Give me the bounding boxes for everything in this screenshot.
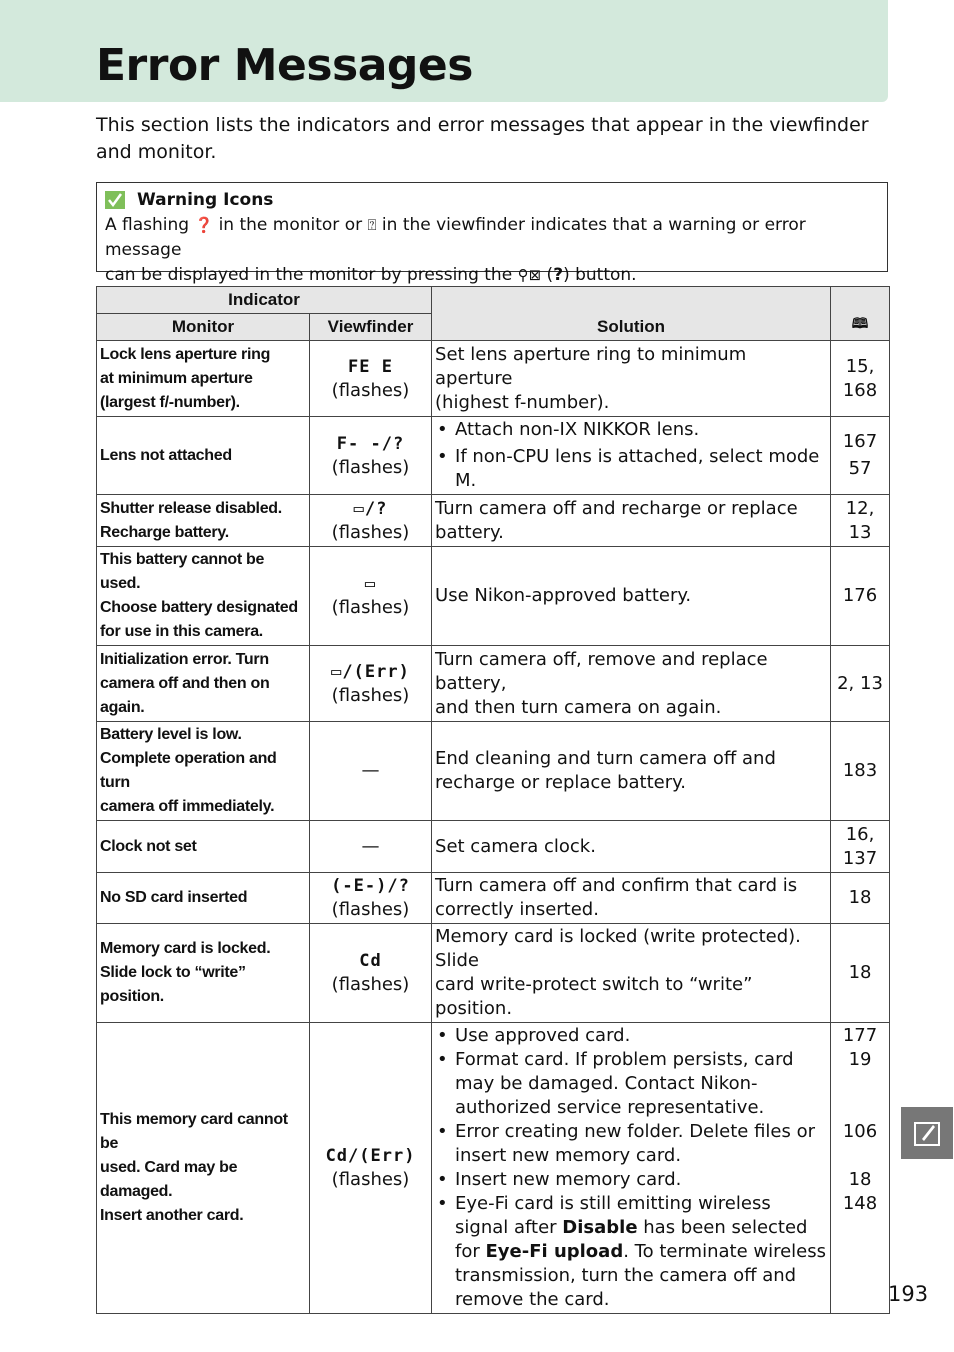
- monitor-line: Choose battery designated: [100, 599, 298, 616]
- solution-line: Turn camera off, remove and replace battery,: [435, 648, 768, 694]
- monitor-message: [97, 495, 310, 547]
- page-number: 193: [888, 1282, 929, 1306]
- page-number-ref: 15,: [845, 355, 875, 377]
- monitor-message: [97, 1023, 310, 1314]
- solution-line: correctly inserted.: [435, 899, 599, 920]
- solution-cell: [432, 646, 831, 722]
- monitor-line: at minimum aperture: [100, 369, 253, 387]
- viewfinder-note: (flashes): [331, 379, 410, 401]
- viewfinder-indicator: [310, 646, 432, 722]
- book-icon: 🕮: [851, 315, 869, 331]
- solution-line: Use Nikon-approved battery.: [435, 585, 692, 606]
- page-number-ref: [834, 1144, 886, 1168]
- viewfinder-indicator: [310, 873, 432, 924]
- viewfinder-code: ▭: [364, 574, 377, 594]
- monitor-message: [97, 821, 310, 873]
- list-item-text: Use approved card.: [455, 1025, 631, 1046]
- monitor-line: used. Card may be damaged.: [100, 1159, 238, 1200]
- monitor-line: Insert another card.: [100, 1207, 244, 1224]
- page-number-ref: 16,: [845, 823, 875, 845]
- page-reference: [831, 821, 890, 873]
- page-reference: [831, 924, 890, 1023]
- troubleshooting-icon: [913, 1119, 941, 1147]
- list-item: [455, 1120, 827, 1168]
- viewfinder-indicator: [310, 495, 432, 547]
- monitor-line: Recharge battery.: [100, 523, 229, 541]
- viewfinder-note: (flashes): [331, 456, 410, 478]
- list-item-text: . To terminate wireless transmission, turn the camera off and remove the card.: [455, 1241, 827, 1310]
- page-number-ref: [834, 1072, 886, 1096]
- solution-cell: [432, 417, 831, 495]
- viewfinder-indicator: [310, 821, 432, 873]
- viewfinder-code: (-E-)/?: [331, 876, 410, 896]
- solution-cell: [432, 495, 831, 547]
- viewfinder-code: ▭/(Err): [331, 661, 410, 682]
- page-reference: [831, 1023, 890, 1314]
- monitor-line: Initialization error. Turn: [100, 650, 269, 668]
- page-number-ref: 176: [842, 585, 878, 606]
- solution-cell: [432, 547, 831, 646]
- solution-cell: [432, 821, 831, 873]
- page-reference: [831, 646, 890, 722]
- page-number-ref: 18: [848, 887, 872, 908]
- monitor-line: Battery level is low.: [100, 726, 242, 743]
- page-reference: [831, 722, 890, 821]
- solution-cell: [432, 873, 831, 924]
- viewfinder-note: (flashes): [331, 899, 410, 920]
- solution-list: [435, 1024, 827, 1312]
- help-symbol: ?: [553, 265, 564, 285]
- list-item-text: Eye-Fi card is still emitting wireless signal after: [455, 1193, 771, 1238]
- monitor-line: Complete operation and turn: [100, 750, 277, 791]
- list-item-text: Attach non-IX NIKKOR lens.: [455, 419, 700, 440]
- viewfinder-code: Cd: [359, 951, 382, 971]
- viewfinder-code: —: [361, 760, 380, 781]
- table-row: [97, 722, 890, 821]
- error-messages-table: [96, 286, 890, 1314]
- monitor-line: Clock not set: [100, 837, 197, 855]
- solution-header: Solution: [432, 287, 831, 341]
- page-number-ref: [834, 1096, 886, 1120]
- checkmark-icon: [105, 191, 125, 209]
- list-item: [455, 418, 827, 442]
- list-item: [455, 445, 827, 493]
- note-body: [105, 213, 879, 288]
- page-ref-header: [831, 287, 890, 341]
- viewfinder-code: F- -/?: [336, 433, 405, 454]
- monitor-line: Shutter release disabled.: [100, 499, 282, 517]
- monitor-line: (largest f/-number).: [100, 393, 240, 411]
- monitor-line: again.: [100, 698, 145, 716]
- solution-cell: [432, 924, 831, 1023]
- viewfinder-indicator: [310, 722, 432, 821]
- bold-term: Eye-Fi upload: [485, 1241, 624, 1262]
- viewfinder-code: FE E: [348, 356, 393, 377]
- page-number-ref: 167: [842, 431, 878, 452]
- help-circle-icon: ❓: [194, 216, 214, 234]
- note-text: can be displayed in the monitor by pressing the: [105, 265, 518, 285]
- solution-cell: [432, 341, 831, 417]
- monitor-header: Monitor: [97, 314, 310, 341]
- monitor-line: Lock lens aperture ring: [100, 345, 271, 363]
- monitor-line: camera off and then on: [100, 674, 270, 692]
- solution-line: Turn camera off and recharge or replace: [435, 497, 798, 519]
- solution-line: card write-protect switch to “write” position.: [435, 974, 753, 1019]
- solution-line: and then turn camera on again.: [435, 696, 722, 718]
- solution-cell: [432, 1023, 831, 1314]
- page-reference: [831, 873, 890, 924]
- page-number-ref: 137: [842, 847, 878, 869]
- page-number-ref: 2, 13: [837, 672, 883, 694]
- table-row: [97, 646, 890, 722]
- list-item: [455, 1168, 827, 1192]
- note-heading-row: [105, 187, 879, 213]
- monitor-line: Lens not attached: [100, 446, 232, 464]
- monitor-line: for use in this camera.: [100, 623, 263, 640]
- viewfinder-warning-icon: ⍰: [367, 216, 377, 234]
- page-number-ref: 19: [848, 1049, 872, 1070]
- page-number-ref: 177: [842, 1025, 878, 1046]
- page-reference: [831, 495, 890, 547]
- viewfinder-indicator: [310, 924, 432, 1023]
- viewfinder-code: —: [361, 835, 380, 857]
- page-number-ref: 148: [842, 1193, 878, 1214]
- table-row: [97, 547, 890, 646]
- solution-line: Set camera clock.: [435, 835, 596, 857]
- solution-list: [435, 418, 827, 493]
- page-title: Error Messages: [96, 40, 473, 91]
- monitor-message: [97, 417, 310, 495]
- intro-text: This section lists the indicators and error messages that appear in the viewfinder and monitor.: [96, 114, 869, 163]
- solution-line: End cleaning and turn camera off and: [435, 748, 776, 769]
- warning-icons-note: [96, 182, 888, 285]
- viewfinder-note: (flashes): [331, 974, 410, 995]
- solution-line: Memory card is locked (write protected). Slide: [435, 926, 801, 971]
- bold-term: Disable: [562, 1217, 638, 1238]
- note-text: (: [541, 265, 554, 285]
- list-item: [455, 1048, 827, 1120]
- viewfinder-note: (flashes): [331, 521, 410, 543]
- viewfinder-code: ▭/?: [353, 498, 388, 519]
- solution-line: (highest f-number).: [435, 391, 610, 413]
- page-reference: [831, 341, 890, 417]
- monitor-line: This battery cannot be used.: [100, 551, 265, 592]
- zoom-out-icon: ⚲⊠: [517, 266, 542, 284]
- viewfinder-header: Viewfinder: [310, 314, 432, 341]
- viewfinder-note: (flashes): [331, 597, 410, 618]
- page-number-ref: 57: [848, 458, 872, 479]
- solution-line: Set lens aperture ring to minimum aperture: [435, 343, 747, 389]
- page-number-ref: 12, 13: [845, 497, 875, 543]
- viewfinder-indicator: [310, 417, 432, 495]
- viewfinder-indicator: [310, 341, 432, 417]
- list-item-text: If non-CPU lens is attached, select mode M.: [455, 446, 820, 491]
- monitor-line: This memory card cannot be: [100, 1111, 288, 1152]
- monitor-message: [97, 547, 310, 646]
- page-number-ref: 18: [848, 962, 872, 983]
- page-number-ref: 106: [842, 1121, 878, 1142]
- note-text: ) button.: [563, 265, 637, 285]
- table-row: [97, 417, 890, 495]
- note-heading: Warning Icons: [137, 190, 274, 210]
- note-text: in the monitor or: [213, 215, 368, 235]
- solution-line: Turn camera off and confirm that card is: [435, 875, 798, 896]
- monitor-message: [97, 924, 310, 1023]
- table-row: [97, 1023, 890, 1314]
- monitor-line: No SD card inserted: [100, 889, 248, 906]
- page-number-ref: 168: [842, 379, 878, 401]
- monitor-message: [97, 873, 310, 924]
- list-item: [455, 1192, 827, 1312]
- note-text: in the viewfinder indicates that a warning or error message: [105, 215, 806, 260]
- solution-line: recharge or replace battery.: [435, 772, 686, 793]
- solution-line: battery.: [435, 521, 504, 543]
- viewfinder-indicator: [310, 547, 432, 646]
- table-row: [97, 341, 890, 417]
- note-text: A flashing: [105, 215, 195, 235]
- viewfinder-code: Cd/(Err): [325, 1146, 416, 1166]
- monitor-line: camera off immediately.: [100, 798, 275, 815]
- table-row: [97, 821, 890, 873]
- monitor-line: Memory card is locked.: [100, 940, 271, 957]
- viewfinder-indicator: [310, 1023, 432, 1314]
- monitor-message: [97, 341, 310, 417]
- viewfinder-note: (flashes): [331, 684, 410, 706]
- page-number-ref: 183: [842, 760, 878, 781]
- table-row: [97, 924, 890, 1023]
- monitor-message: [97, 646, 310, 722]
- list-item-text: Error creating new folder. Delete files or insert new memory card.: [455, 1121, 815, 1166]
- troubleshooting-tab: [901, 1107, 953, 1159]
- page-reference: [831, 547, 890, 646]
- indicator-header: Indicator: [97, 287, 432, 314]
- table-row: [97, 873, 890, 924]
- list-item-text: Format card. If problem persists, card may be damaged. Contact Nikon-authorized service representative.: [455, 1049, 794, 1118]
- viewfinder-note: (flashes): [331, 1169, 410, 1190]
- page-reference: [831, 417, 890, 495]
- list-item: [455, 1024, 827, 1048]
- list-item-text: has been selected for: [455, 1217, 808, 1262]
- table-row: [97, 495, 890, 547]
- page-number-ref: 18: [848, 1169, 872, 1190]
- monitor-line: Slide lock to “write” position.: [100, 964, 246, 1005]
- list-item-text: Insert new memory card.: [455, 1169, 682, 1190]
- monitor-message: [97, 722, 310, 821]
- solution-cell: [432, 722, 831, 821]
